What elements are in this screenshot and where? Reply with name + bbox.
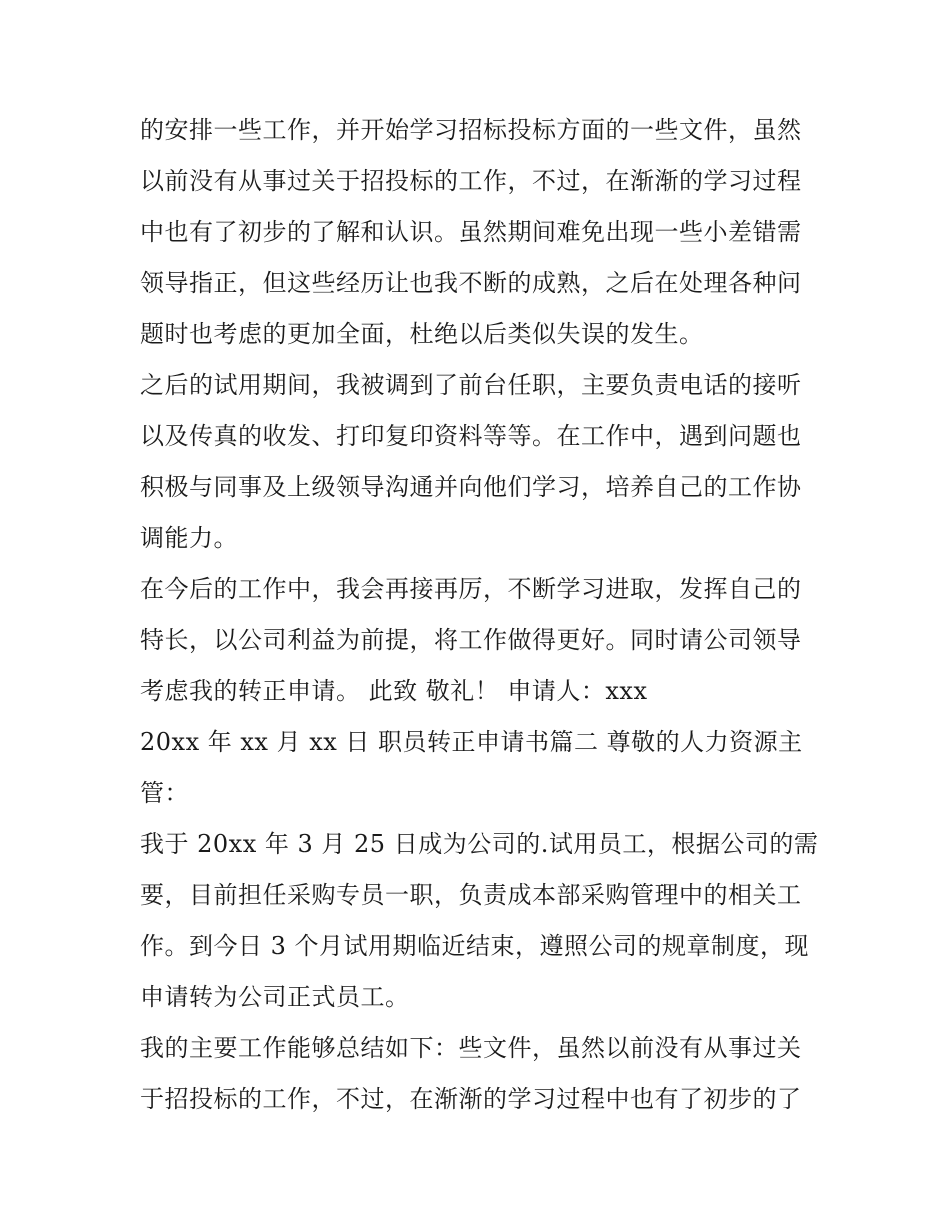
text-line: 作。到今日 3 个月试用期临近结束，遵照公司的规章制度，现 — [140, 932, 810, 960]
text-line: 20xx 年 xx 月 xx 日 职员转正申请书篇二 尊敬的人力资源主 — [140, 728, 803, 756]
text-line: 我的主要工作能够总结如下：些文件，虽然以前没有从事过关 — [140, 1034, 802, 1062]
text-line: 于招投标的工作，不过，在渐渐的学习过程中也有了初步的了 — [140, 1085, 802, 1113]
text-line: 在今后的工作中，我会再接再厉，不断学习进取，发挥自己的 — [140, 575, 802, 603]
text-line: 我于 20xx 年 3 月 25 日成为公司的.试用员工，根据公司的需 — [140, 830, 819, 858]
text-line: 的安排一些工作，并开始学习招标投标方面的一些文件，虽然 — [140, 116, 802, 144]
text-line: 申请转为公司正式员工。 — [140, 983, 410, 1011]
text-line: 管： — [140, 779, 189, 807]
text-line: 题时也考虑的更加全面，杜绝以后类似失误的发生。 — [140, 320, 704, 348]
text-line: 以及传真的收发、打印复印资料等等。在工作中，遇到问题也 — [140, 422, 802, 450]
text-line: 特长，以公司利益为前提，将工作做得更好。同时请公司领导 — [140, 626, 802, 654]
text-line: 领导指正，但这些经历让也我不断的成熟，之后在处理各种问 — [140, 269, 802, 297]
text-line: 中也有了初步的了解和认识。虽然期间难免出现一些小差错需 — [140, 218, 802, 246]
document-body — [140, 105, 830, 1125]
text-line: 考虑我的转正申请。 此致 敬礼！ 申请人：xxx — [140, 677, 648, 705]
text-line: 积极与同事及上级领导沟通并向他们学习，培养自己的工作协 — [140, 473, 802, 501]
text-line: 调能力。 — [140, 524, 238, 552]
text-line: 之后的试用期间，我被调到了前台任职，主要负责电话的接听 — [140, 371, 802, 399]
text-line: 以前没有从事过关于招投标的工作，不过，在渐渐的学习过程 — [140, 167, 802, 195]
text-line: 要，目前担任采购专员一职，负责成本部采购管理中的相关工 — [140, 881, 802, 909]
